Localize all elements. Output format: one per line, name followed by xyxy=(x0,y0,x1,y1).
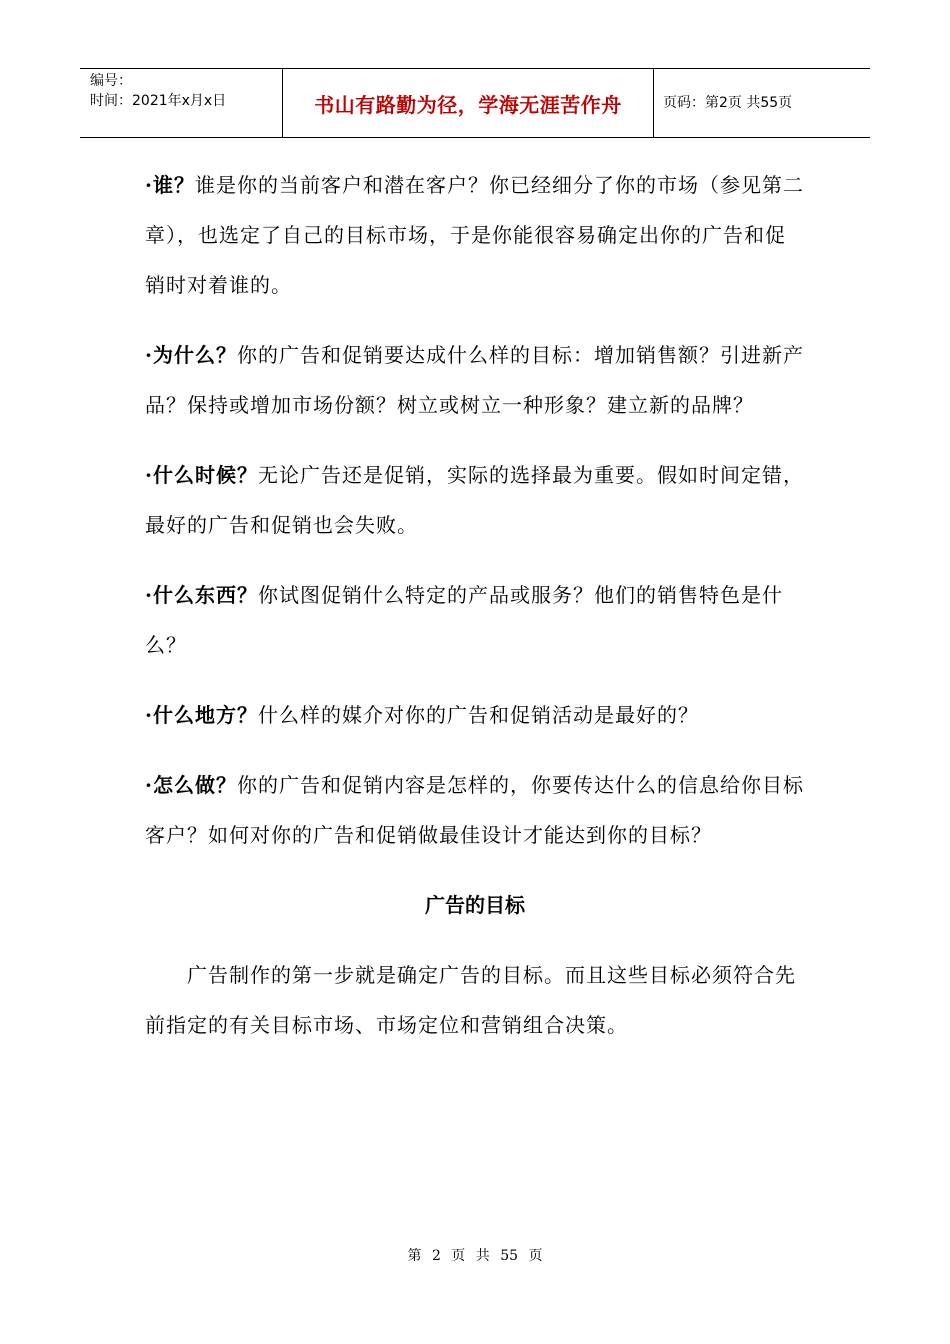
header-page-cell xyxy=(654,69,870,137)
page-footer: 第 2 页 共 55 页 xyxy=(407,1248,543,1264)
question-lead: ·为什么？ xyxy=(145,343,237,367)
question-lead: ·什么时候？ xyxy=(145,463,258,487)
question-lead: ·什么东西？ xyxy=(145,583,258,607)
question-text: 你的广告和促销内容是怎样的，你要传达什么的信息给你目标客户？如何对你的广告和促销做最佳设计才能达到你的目标？ xyxy=(145,773,804,847)
question-text: 你试图促销什么特定的产品或服务？他们的销售特色是什么？ xyxy=(145,583,783,657)
document-number-label: 编号： xyxy=(90,73,132,89)
document-header xyxy=(80,68,870,138)
section-body-paragraph: 广告制作的第一步就是确定广告的目标。而且这些目标必须符合先前指定的有关目标市场、市场定位和营销组合决策。 xyxy=(145,963,796,1037)
question-paragraph-where xyxy=(145,690,805,740)
section-heading: 广告的目标 xyxy=(425,893,525,917)
question-lead: ·什么地方？ xyxy=(145,703,258,727)
question-lead: ·怎么做？ xyxy=(145,773,237,797)
document-date-label: 时间：2021年x月x日 xyxy=(90,93,227,109)
question-paragraph-who xyxy=(145,160,805,310)
header-motto: 书山有路勤为径，学海无涯苦作舟 xyxy=(314,92,622,117)
question-paragraph-how xyxy=(145,760,805,860)
document-body xyxy=(145,160,805,1050)
question-paragraph-when xyxy=(145,450,805,550)
question-text: 无论广告还是促销，实际的选择最为重要。假如时间定错，最好的广告和促销也会失败。 xyxy=(145,463,804,537)
question-lead: ·谁？ xyxy=(145,173,195,197)
question-text: 你的广告和促销要达成什么样的目标：增加销售额？引进新产品？保持或增加市场份额？树立或树立一种形象？建立新的品牌？ xyxy=(145,343,804,417)
question-text: 什么样的媒介对你的广告和促销活动是最好的？ xyxy=(257,703,699,727)
header-meta-cell xyxy=(80,69,282,137)
header-page-number: 页码：第2页 共55页 xyxy=(663,95,793,111)
question-text: 谁是你的当前客户和潜在客户？你已经细分了你的市场（参见第二章），也选定了自己的目标市场，于是你能很容易确定出你的广告和促销时对着谁的。 xyxy=(145,173,804,297)
question-paragraph-why xyxy=(145,330,805,430)
question-paragraph-what xyxy=(145,570,805,670)
header-motto-cell xyxy=(282,69,654,137)
